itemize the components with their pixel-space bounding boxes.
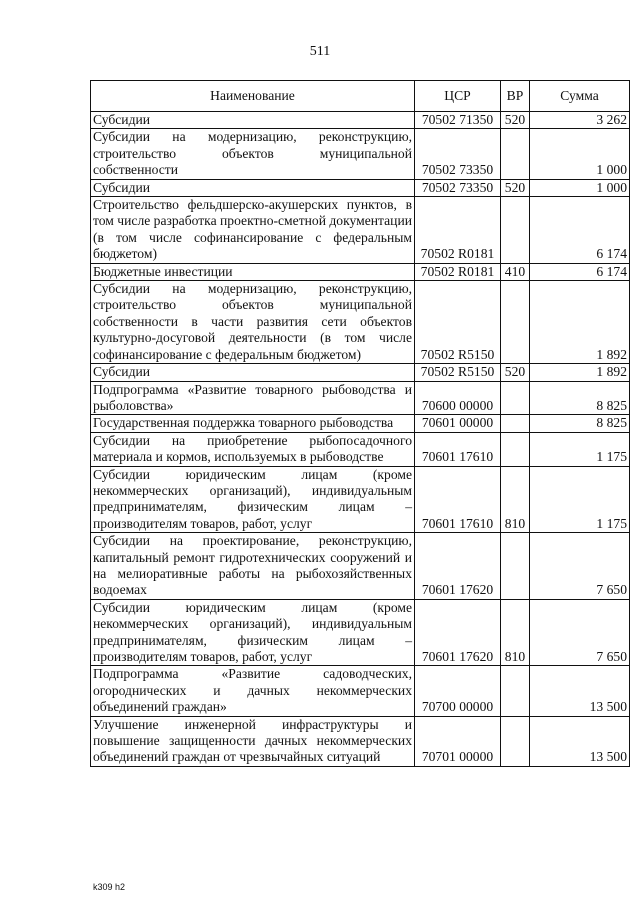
row-csr: 70502 R5150 [415, 281, 501, 364]
row-csr: 70502 R5150 [415, 364, 501, 381]
table-row [91, 179, 630, 196]
row-vr: 520 [501, 179, 530, 196]
row-name: Субсидии [91, 179, 415, 196]
row-vr [501, 716, 530, 766]
row-name: Подпрограмма «Развитие садоводческих, огороднических и дачных некоммерческих объединений граждан» [91, 666, 415, 716]
row-sum: 13 500 [530, 666, 630, 716]
row-sum: 1 892 [530, 364, 630, 381]
row-name: Государственная поддержка товарного рыбоводства [91, 415, 415, 432]
row-csr: 70700 00000 [415, 666, 501, 716]
row-csr: 70601 17610 [415, 432, 501, 466]
row-sum: 3 262 [530, 112, 630, 129]
row-sum: 1 892 [530, 281, 630, 364]
table-header-row [91, 81, 630, 112]
table-row [91, 263, 630, 280]
row-csr: 70701 00000 [415, 716, 501, 766]
row-vr [501, 381, 530, 415]
table-row [91, 716, 630, 766]
row-sum: 6 174 [530, 197, 630, 264]
row-vr [501, 666, 530, 716]
row-vr [501, 533, 530, 600]
table-row [91, 466, 630, 533]
row-csr: 70601 17620 [415, 533, 501, 600]
row-name: Субсидии на модернизацию, реконструкцию, строительство объектов муниципальной собственности в части развития сети объектов культурно-досуговой деятельности (в том числе софинансирование с федеральным бюджетом) [91, 281, 415, 364]
table-row [91, 381, 630, 415]
table-row [91, 129, 630, 179]
row-name: Бюджетные инвестиции [91, 263, 415, 280]
row-vr [501, 415, 530, 432]
row-sum: 7 650 [530, 599, 630, 666]
row-csr: 70502 73350 [415, 129, 501, 179]
row-csr: 70502 R0181 [415, 263, 501, 280]
row-sum: 7 650 [530, 533, 630, 600]
footer-code: k309 h2 [93, 882, 126, 892]
row-name: Строительство фельдшерско-акушерских пунктов, в том числе разработка проектно-сметной документации (в том числе софинансирование с федеральным бюджетом) [91, 197, 415, 264]
header-csr: ЦСР [415, 81, 501, 112]
row-name: Субсидии на модернизацию, реконструкцию, строительство объектов муниципальной собственности [91, 129, 415, 179]
table-row [91, 112, 630, 129]
row-name: Субсидии на проектирование, реконструкцию, капитальный ремонт гидротехнических сооружений и на мелиоративные работы на рыбохозяйственных водоемах [91, 533, 415, 600]
row-csr: 70601 00000 [415, 415, 501, 432]
row-csr: 70601 17620 [415, 599, 501, 666]
row-csr: 70502 73350 [415, 179, 501, 196]
row-vr: 810 [501, 599, 530, 666]
header-name: Наименование [91, 81, 415, 112]
table-row [91, 364, 630, 381]
row-name: Субсидии [91, 364, 415, 381]
row-vr [501, 281, 530, 364]
row-name: Субсидии [91, 112, 415, 129]
table-row [91, 533, 630, 600]
row-sum: 1 000 [530, 129, 630, 179]
table-row [91, 432, 630, 466]
row-csr: 70502 R0181 [415, 197, 501, 264]
table-row [91, 666, 630, 716]
budget-table [90, 80, 630, 767]
row-vr [501, 432, 530, 466]
table-row [91, 415, 630, 432]
table-row [91, 281, 630, 364]
table-row [91, 599, 630, 666]
page-number: 511 [309, 44, 331, 59]
row-sum: 1 175 [530, 432, 630, 466]
row-sum: 1 175 [530, 466, 630, 533]
row-sum: 8 825 [530, 415, 630, 432]
row-sum: 6 174 [530, 263, 630, 280]
row-vr: 520 [501, 112, 530, 129]
row-sum: 13 500 [530, 716, 630, 766]
row-vr: 810 [501, 466, 530, 533]
row-vr [501, 197, 530, 264]
row-vr: 410 [501, 263, 530, 280]
row-csr: 70601 17610 [415, 466, 501, 533]
row-csr: 70502 71350 [415, 112, 501, 129]
row-name: Подпрограмма «Развитие товарного рыбоводства и рыболовства» [91, 381, 415, 415]
row-name: Субсидии юридическим лицам (кроме некоммерческих организаций), индивидуальным предпринимателям, физическим лицам – производителям товаров, работ, услуг [91, 599, 415, 666]
row-vr [501, 129, 530, 179]
row-vr: 520 [501, 364, 530, 381]
table-row [91, 197, 630, 264]
row-name: Улучшение инженерной инфраструктуры и повышение защищенности дачных некоммерческих объединений граждан от чрезвычайных ситуаций [91, 716, 415, 766]
header-sum: Сумма [530, 81, 630, 112]
header-vr: ВР [501, 81, 530, 112]
row-csr: 70600 00000 [415, 381, 501, 415]
row-sum: 1 000 [530, 179, 630, 196]
row-name: Субсидии на приобретение рыбопосадочного материала и кормов, используемых в рыбоводстве [91, 432, 415, 466]
row-name: Субсидии юридическим лицам (кроме некоммерческих организаций), индивидуальным предпринимателям, физическим лицам – производителям товаров, работ, услуг [91, 466, 415, 533]
row-sum: 8 825 [530, 381, 630, 415]
